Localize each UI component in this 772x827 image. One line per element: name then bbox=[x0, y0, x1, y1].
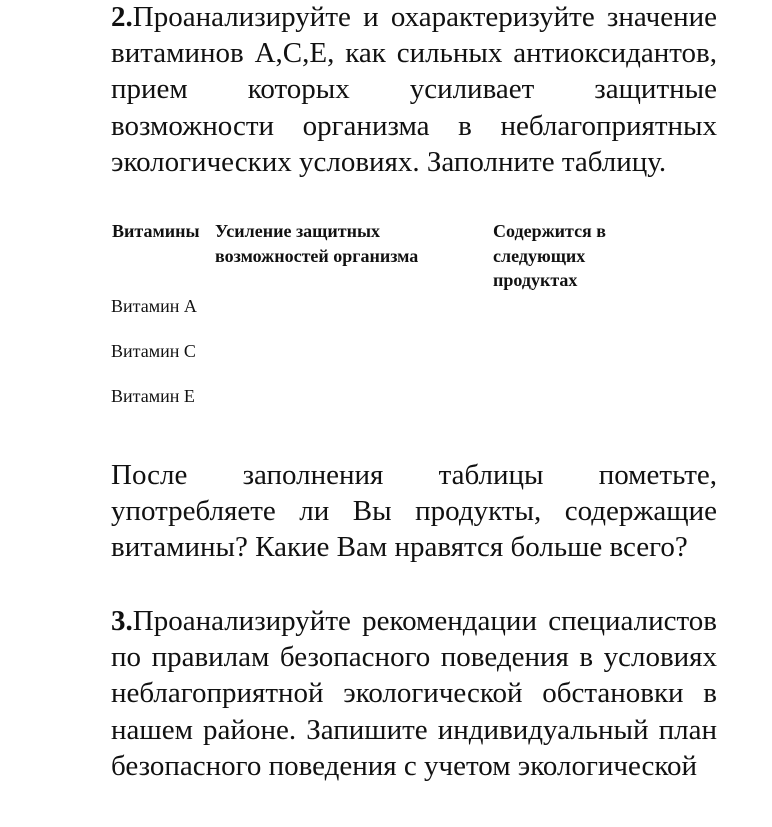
table-header-protective-effect: Усиление защитных возможностей организма bbox=[215, 221, 419, 266]
table-row-vitamin-a: Витамин А bbox=[111, 296, 197, 316]
task-3-number: 3. bbox=[111, 605, 133, 637]
after-table-paragraph: После заполнения таблицы пометьте, употребляете ли Вы продукты, содержащие витамины? Какие Вам нравятся больше всего? bbox=[111, 459, 717, 564]
task-2-number: 2. bbox=[111, 1, 133, 33]
task-3-text: Проанализируйте рекомендации специалистов по правилам безопасного поведения в условиях неблагоприятной экологической обстановки в нашем районе. Запишите индивидуальный план безопасного поведения с учетом экологической bbox=[111, 605, 717, 782]
table-row-vitamin-c: Витамин С bbox=[111, 341, 196, 361]
task-2-paragraph bbox=[111, 0, 717, 180]
table-header-vitamins: Витамины bbox=[112, 221, 200, 241]
table-header-products: Содержится в следующих продуктах bbox=[493, 221, 607, 290]
table-row-vitamin-e: Витамин Е bbox=[111, 386, 195, 406]
task-2-text: Проанализируйте и охарактеризуйте значение витаминов А,С,Е, как сильных антиоксидантов, прием которых усиливает защитные возможности организма в неблагоприятных экологических условиях. Заполните таблицу. bbox=[111, 1, 717, 178]
task-3-paragraph bbox=[111, 603, 717, 784]
